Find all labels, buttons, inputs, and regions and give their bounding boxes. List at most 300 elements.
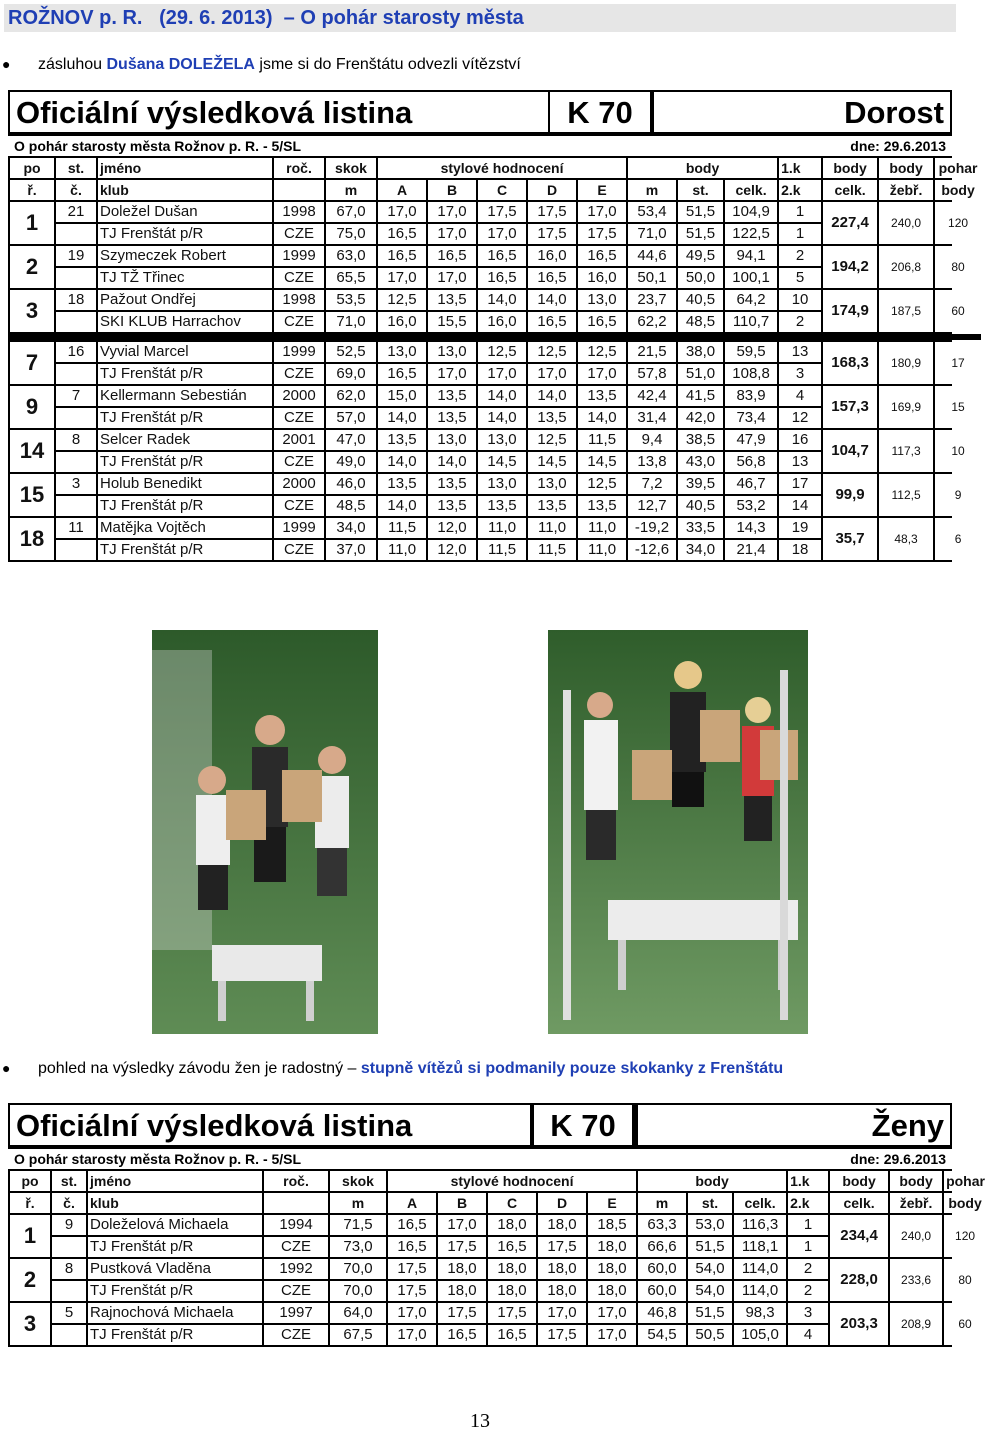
round1-value: 13,0: [528, 474, 576, 494]
column-header: B: [428, 180, 476, 200]
sheet-date: dne: 29.6.2013: [850, 138, 946, 154]
athlete-rank: 3: [10, 290, 54, 332]
column-header: ř.: [10, 180, 54, 200]
round2-value: 14: [779, 496, 821, 516]
round2-value: 16,0: [478, 312, 526, 332]
round1-value: 38,0: [678, 342, 723, 362]
sheet-hill: K 70: [534, 1105, 632, 1145]
round2-value: 18,0: [438, 1281, 486, 1301]
column-header: klub: [98, 180, 272, 200]
athlete-bib-blank: [56, 268, 96, 288]
round2-value: 110,7: [725, 312, 777, 332]
round1-value: 11,5: [578, 430, 626, 450]
round2-value: 11,0: [378, 540, 426, 560]
athlete-year: 1997: [264, 1303, 328, 1323]
round2-value: 12,0: [428, 540, 476, 560]
column-header: jméno: [88, 1171, 262, 1191]
athlete-name: Pažout Ondřej: [98, 290, 272, 310]
sheet-title: Oficiální výsledková listina: [10, 1105, 530, 1145]
bullet-junior-win: [2, 56, 521, 74]
table-row: [10, 246, 981, 266]
athlete-club: TJ TŽ Třinec: [98, 268, 272, 288]
column-header: žebř.: [890, 1193, 942, 1213]
column-header: roč.: [274, 158, 324, 178]
round1-value: 16: [779, 430, 821, 450]
column-header: žebř.: [879, 180, 933, 200]
round2-value: 11,0: [578, 540, 626, 560]
round1-value: 63,0: [326, 246, 376, 266]
round1-value: 94,1: [725, 246, 777, 266]
round2-value: 16,5: [528, 268, 576, 288]
round2-value: 17,0: [428, 268, 476, 288]
round2-value: 16,5: [478, 268, 526, 288]
athlete-bib-blank: [56, 408, 96, 428]
column-header: celk.: [725, 180, 777, 200]
round1-value: 64,0: [330, 1303, 386, 1323]
round1-value: 46,7: [725, 474, 777, 494]
athlete-cup-points: 15: [935, 386, 981, 428]
round1-value: 17,5: [488, 1303, 536, 1323]
column-header: body: [935, 180, 981, 200]
round1-value: 21,5: [628, 342, 676, 362]
athlete-bib: 3: [56, 474, 96, 494]
round2-value: 51,5: [688, 1237, 732, 1257]
round1-value: 17,0: [588, 1303, 636, 1323]
athlete-bib: 5: [52, 1303, 86, 1323]
athlete-cup-points: 6: [935, 518, 981, 560]
round2-value: 14,0: [378, 496, 426, 516]
athlete-ladder-points: 180,9: [879, 342, 933, 384]
round1-value: 70,0: [330, 1259, 386, 1279]
round2-value: 13,5: [528, 496, 576, 516]
round1-value: 15,0: [378, 386, 426, 406]
athlete-cup-points: 120: [944, 1215, 986, 1257]
column-header: stylové hodnocení: [378, 158, 626, 178]
athlete-year: 2000: [274, 474, 324, 494]
athlete-cup-points: 17: [935, 342, 981, 384]
athlete-year: 2000: [274, 386, 324, 406]
round1-value: 14,0: [478, 290, 526, 310]
page-header: [4, 4, 956, 32]
photo-women-podium-image: [548, 630, 808, 1034]
round2-value: 16,5: [488, 1325, 536, 1345]
athlete-ladder-points: 206,8: [879, 246, 933, 288]
round2-value: 75,0: [326, 224, 376, 244]
sheet-subheader: [8, 136, 952, 156]
athlete-nation: CZE: [264, 1325, 328, 1345]
column-header: celk.: [823, 180, 877, 200]
athlete-bib: 11: [56, 518, 96, 538]
athlete-cup-points: 9: [935, 474, 981, 516]
round2-value: 13: [779, 452, 821, 472]
athlete-name: Doležel Dušan: [98, 202, 272, 222]
athlete-club: TJ Frenštát p/R: [98, 452, 272, 472]
athlete-rank: 1: [10, 202, 54, 244]
column-header: body: [638, 1171, 786, 1191]
column-header: body: [944, 1193, 986, 1213]
athlete-ladder-points: 233,6: [890, 1259, 942, 1301]
round2-value: 13,5: [528, 408, 576, 428]
athlete-total: 194,2: [823, 246, 877, 288]
round1-value: 114,0: [734, 1259, 786, 1279]
sheet-event: O pohár starosty města Rožnov p. R. - 5/SL: [14, 138, 302, 154]
round2-value: 69,0: [326, 364, 376, 384]
table-row: [10, 290, 981, 310]
round2-value: 57,8: [628, 364, 676, 384]
results-table: [8, 156, 983, 562]
athlete-nation: CZE: [264, 1281, 328, 1301]
results-sheet-zeny: [8, 1103, 985, 1347]
round1-value: 7,2: [628, 474, 676, 494]
column-header: č.: [52, 1193, 86, 1213]
round2-value: 17,0: [378, 268, 426, 288]
athlete-year: 1992: [264, 1259, 328, 1279]
round1-value: 11,0: [478, 518, 526, 538]
round2-value: 13,8: [628, 452, 676, 472]
athlete-ladder-points: 117,3: [879, 430, 933, 472]
round1-value: 18,0: [538, 1259, 586, 1279]
athlete-club: TJ Frenštát p/R: [98, 540, 272, 560]
athlete-bib: 9: [52, 1215, 86, 1235]
round2-value: 21,4: [725, 540, 777, 560]
athlete-rank: 2: [10, 246, 54, 288]
round1-value: 53,5: [326, 290, 376, 310]
round1-value: 13,0: [428, 430, 476, 450]
athlete-name: Matějka Vojtěch: [98, 518, 272, 538]
round2-value: 73,0: [330, 1237, 386, 1257]
round2-value: 57,0: [326, 408, 376, 428]
athlete-bib-blank: [56, 312, 96, 332]
round1-value: 83,9: [725, 386, 777, 406]
athlete-total: 35,7: [823, 518, 877, 560]
athlete-rank: 1: [10, 1215, 50, 1257]
table-row: [10, 1303, 986, 1323]
athlete-name: Szymeczek Robert: [98, 246, 272, 266]
column-header: stylové hodnocení: [388, 1171, 636, 1191]
round1-value: 47,0: [326, 430, 376, 450]
athlete-total: 234,4: [830, 1215, 888, 1257]
athlete-rank: 15: [10, 474, 54, 516]
round1-value: 18,0: [488, 1259, 536, 1279]
round1-value: 17,0: [578, 202, 626, 222]
column-header: A: [388, 1193, 436, 1213]
round1-value: 17,0: [428, 202, 476, 222]
round1-value: 10: [779, 290, 821, 310]
athlete-total: 203,3: [830, 1303, 888, 1345]
athlete-rank: 7: [10, 342, 54, 384]
round2-value: 13,5: [428, 496, 476, 516]
round1-value: 1: [788, 1215, 828, 1235]
column-header: body: [823, 158, 877, 178]
round2-value: 50,5: [688, 1325, 732, 1345]
round1-value: 60,0: [638, 1259, 686, 1279]
round1-value: 47,9: [725, 430, 777, 450]
round2-value: -12,6: [628, 540, 676, 560]
round1-value: 4: [779, 386, 821, 406]
round2-value: 14,0: [478, 408, 526, 428]
round2-value: 51,5: [678, 224, 723, 244]
bullet-text-name: Dušana DOLEŽELA: [106, 56, 255, 73]
sheet-date: dne: 29.6.2013: [850, 1151, 946, 1167]
round2-value: 31,4: [628, 408, 676, 428]
column-header: C: [478, 180, 526, 200]
column-header: po: [10, 1171, 50, 1191]
column-header: [264, 1193, 328, 1213]
athlete-club: TJ Frenštát p/R: [98, 224, 272, 244]
column-header: 2.k: [779, 180, 821, 200]
round1-value: 38,5: [678, 430, 723, 450]
athlete-year: 1994: [264, 1215, 328, 1235]
round1-value: 59,5: [725, 342, 777, 362]
round1-value: 16,5: [388, 1215, 436, 1235]
athlete-bib: 21: [56, 202, 96, 222]
sheet-category: Dorost: [654, 92, 950, 132]
column-header: pohar: [935, 158, 981, 178]
round2-value: 34,0: [678, 540, 723, 560]
round2-value: 13,5: [578, 496, 626, 516]
round1-value: 2: [779, 246, 821, 266]
round2-value: 16,5: [488, 1237, 536, 1257]
round2-value: 1: [788, 1237, 828, 1257]
athlete-ladder-points: 112,5: [879, 474, 933, 516]
round1-value: 62,0: [326, 386, 376, 406]
round1-value: 53,0: [688, 1215, 732, 1235]
round2-value: 14,0: [578, 408, 626, 428]
round2-value: 56,8: [725, 452, 777, 472]
round1-value: 13,0: [428, 342, 476, 362]
round1-value: 12,5: [578, 342, 626, 362]
round1-value: 17,5: [438, 1303, 486, 1323]
round2-value: 18,0: [588, 1281, 636, 1301]
athlete-name: Rajnochová Michaela: [88, 1303, 262, 1323]
bullet-women-podium: [2, 1060, 784, 1078]
athlete-bib-blank: [52, 1281, 86, 1301]
athlete-cup-points: 80: [944, 1259, 986, 1301]
athlete-total: 104,7: [823, 430, 877, 472]
round1-value: 1: [779, 202, 821, 222]
bullet-text-post: jsme si do Frenštátu odvezli vítězství: [254, 56, 521, 73]
round1-value: 12,5: [578, 474, 626, 494]
athlete-name: Pustková Vladěna: [88, 1259, 262, 1279]
athlete-rank: 14: [10, 430, 54, 472]
column-header: skok: [326, 158, 376, 178]
round2-value: 14,0: [428, 452, 476, 472]
round2-value: 16,0: [578, 268, 626, 288]
column-header: D: [538, 1193, 586, 1213]
round2-value: 71,0: [628, 224, 676, 244]
athlete-bib-blank: [56, 540, 96, 560]
athlete-ladder-points: 240,0: [879, 202, 933, 244]
athlete-bib-blank: [56, 364, 96, 384]
athlete-club: SKI KLUB Harrachov: [98, 312, 272, 332]
round2-value: 17,5: [538, 1325, 586, 1345]
photo-junior-podium-image: [152, 630, 378, 1034]
round2-value: 2: [788, 1281, 828, 1301]
athlete-total: 168,3: [823, 342, 877, 384]
round1-value: 12,5: [378, 290, 426, 310]
bullet-icon: ●: [2, 1060, 11, 1076]
round1-value: 51,5: [678, 202, 723, 222]
sheet-banner: [8, 1103, 952, 1149]
round2-value: 48,5: [678, 312, 723, 332]
round2-value: 13,5: [428, 408, 476, 428]
athlete-bib-blank: [56, 224, 96, 244]
round1-value: 13,0: [578, 290, 626, 310]
athlete-total: 157,3: [823, 386, 877, 428]
round2-value: 14,5: [528, 452, 576, 472]
table-row: [10, 430, 981, 450]
round2-value: 17,0: [428, 364, 476, 384]
round1-value: 16,5: [428, 246, 476, 266]
round2-value: 17,0: [478, 224, 526, 244]
round1-value: 3: [788, 1303, 828, 1323]
round2-value: 18,0: [588, 1237, 636, 1257]
header-row-2: [10, 180, 981, 200]
round1-value: 17,0: [438, 1215, 486, 1235]
photo-women-podium: [548, 630, 808, 1034]
round2-value: 16,0: [378, 312, 426, 332]
results-table: [8, 1169, 988, 1347]
athlete-club: TJ Frenštát p/R: [98, 364, 272, 384]
round2-value: 2: [779, 312, 821, 332]
athlete-club: TJ Frenštát p/R: [88, 1237, 262, 1257]
round1-value: 46,8: [638, 1303, 686, 1323]
round2-value: 14,0: [378, 452, 426, 472]
round1-value: 104,9: [725, 202, 777, 222]
round1-value: -19,2: [628, 518, 676, 538]
round2-value: 17,0: [588, 1325, 636, 1345]
athlete-bib-blank: [52, 1237, 86, 1257]
round2-value: 48,5: [326, 496, 376, 516]
athlete-club: TJ Frenštát p/R: [88, 1281, 262, 1301]
round2-value: 16,5: [378, 224, 426, 244]
round1-value: 12,0: [428, 518, 476, 538]
round2-value: 62,2: [628, 312, 676, 332]
athlete-nation: CZE: [274, 408, 324, 428]
round1-value: 17,0: [388, 1303, 436, 1323]
athlete-total: 227,4: [823, 202, 877, 244]
athlete-club: TJ Frenštát p/R: [98, 496, 272, 516]
table-row: [10, 474, 981, 494]
round2-value: 11,5: [478, 540, 526, 560]
column-header: skok: [330, 1171, 386, 1191]
round1-value: 16,0: [528, 246, 576, 266]
round2-value: 108,8: [725, 364, 777, 384]
column-header: klub: [88, 1193, 262, 1213]
column-header: roč.: [264, 1171, 328, 1191]
round2-value: 65,5: [326, 268, 376, 288]
round1-value: 63,3: [638, 1215, 686, 1235]
round1-value: 44,6: [628, 246, 676, 266]
round1-value: 14,0: [528, 386, 576, 406]
round2-value: 17,5: [438, 1237, 486, 1257]
round2-value: 16,5: [528, 312, 576, 332]
column-header: st.: [688, 1193, 732, 1213]
column-header: B: [438, 1193, 486, 1213]
round2-value: 5: [779, 268, 821, 288]
round2-value: 3: [779, 364, 821, 384]
round2-value: 100,1: [725, 268, 777, 288]
round1-value: 17,0: [538, 1303, 586, 1323]
athlete-cup-points: 80: [935, 246, 981, 288]
header-row-2: [10, 1193, 986, 1213]
round2-value: 12,7: [628, 496, 676, 516]
round2-value: 53,2: [725, 496, 777, 516]
athlete-rank: 9: [10, 386, 54, 428]
athlete-name: Selcer Radek: [98, 430, 272, 450]
round1-value: 39,5: [678, 474, 723, 494]
athlete-cup-points: 10: [935, 430, 981, 472]
athlete-bib: 7: [56, 386, 96, 406]
bullet-text-pre: zásluhou: [38, 56, 107, 73]
athlete-bib-blank: [56, 496, 96, 516]
round2-value: 105,0: [734, 1325, 786, 1345]
round2-value: 42,0: [678, 408, 723, 428]
athlete-bib: 8: [52, 1259, 86, 1279]
round1-value: 16,5: [478, 246, 526, 266]
round2-value: 54,0: [688, 1281, 732, 1301]
athlete-nation: CZE: [274, 540, 324, 560]
column-header: celk.: [734, 1193, 786, 1213]
column-header: jméno: [98, 158, 272, 178]
round1-value: 17,5: [528, 202, 576, 222]
athlete-bib: 8: [56, 430, 96, 450]
bullet-text-pre: pohled na výsledky závodu žen je radostný –: [38, 1060, 361, 1077]
athlete-name: Kellermann Sebestián: [98, 386, 272, 406]
round1-value: 67,0: [326, 202, 376, 222]
header-title-date: (29. 6. 2013): [159, 7, 273, 29]
photo-junior-podium: [152, 630, 378, 1034]
results-sheet-dorost: [8, 90, 978, 562]
round2-value: 37,0: [326, 540, 376, 560]
round1-value: 13: [779, 342, 821, 362]
column-header: m: [628, 180, 676, 200]
round2-value: 70,0: [330, 1281, 386, 1301]
round2-value: 114,0: [734, 1281, 786, 1301]
athlete-total: 174,9: [823, 290, 877, 332]
round2-value: 18,0: [488, 1281, 536, 1301]
column-header: body: [890, 1171, 942, 1191]
round1-value: 40,5: [678, 290, 723, 310]
sheet-hill: K 70: [550, 92, 650, 132]
athlete-ladder-points: 169,9: [879, 386, 933, 428]
round1-value: 12,5: [528, 342, 576, 362]
round1-value: 41,5: [678, 386, 723, 406]
header-title-cup: – O pohár starosty města: [283, 7, 524, 29]
athlete-nation: CZE: [264, 1237, 328, 1257]
round2-value: 17,0: [478, 364, 526, 384]
athlete-bib: 18: [56, 290, 96, 310]
round2-value: 1: [779, 224, 821, 244]
athlete-year: 1999: [274, 342, 324, 362]
round2-value: 17,5: [528, 224, 576, 244]
column-header: 1.k: [788, 1171, 828, 1191]
group-separator: [10, 334, 981, 340]
round1-value: 14,0: [478, 386, 526, 406]
column-header: E: [578, 180, 626, 200]
round1-value: 42,4: [628, 386, 676, 406]
round2-value: 67,5: [330, 1325, 386, 1345]
round1-value: 18,0: [538, 1215, 586, 1235]
athlete-ladder-points: 187,5: [879, 290, 933, 332]
table-row: [10, 1215, 986, 1235]
column-header: st.: [56, 158, 96, 178]
round1-value: 33,5: [678, 518, 723, 538]
athlete-total: 228,0: [830, 1259, 888, 1301]
round1-value: 18,0: [488, 1215, 536, 1235]
round1-value: 51,5: [688, 1303, 732, 1323]
round2-value: 17,5: [578, 224, 626, 244]
